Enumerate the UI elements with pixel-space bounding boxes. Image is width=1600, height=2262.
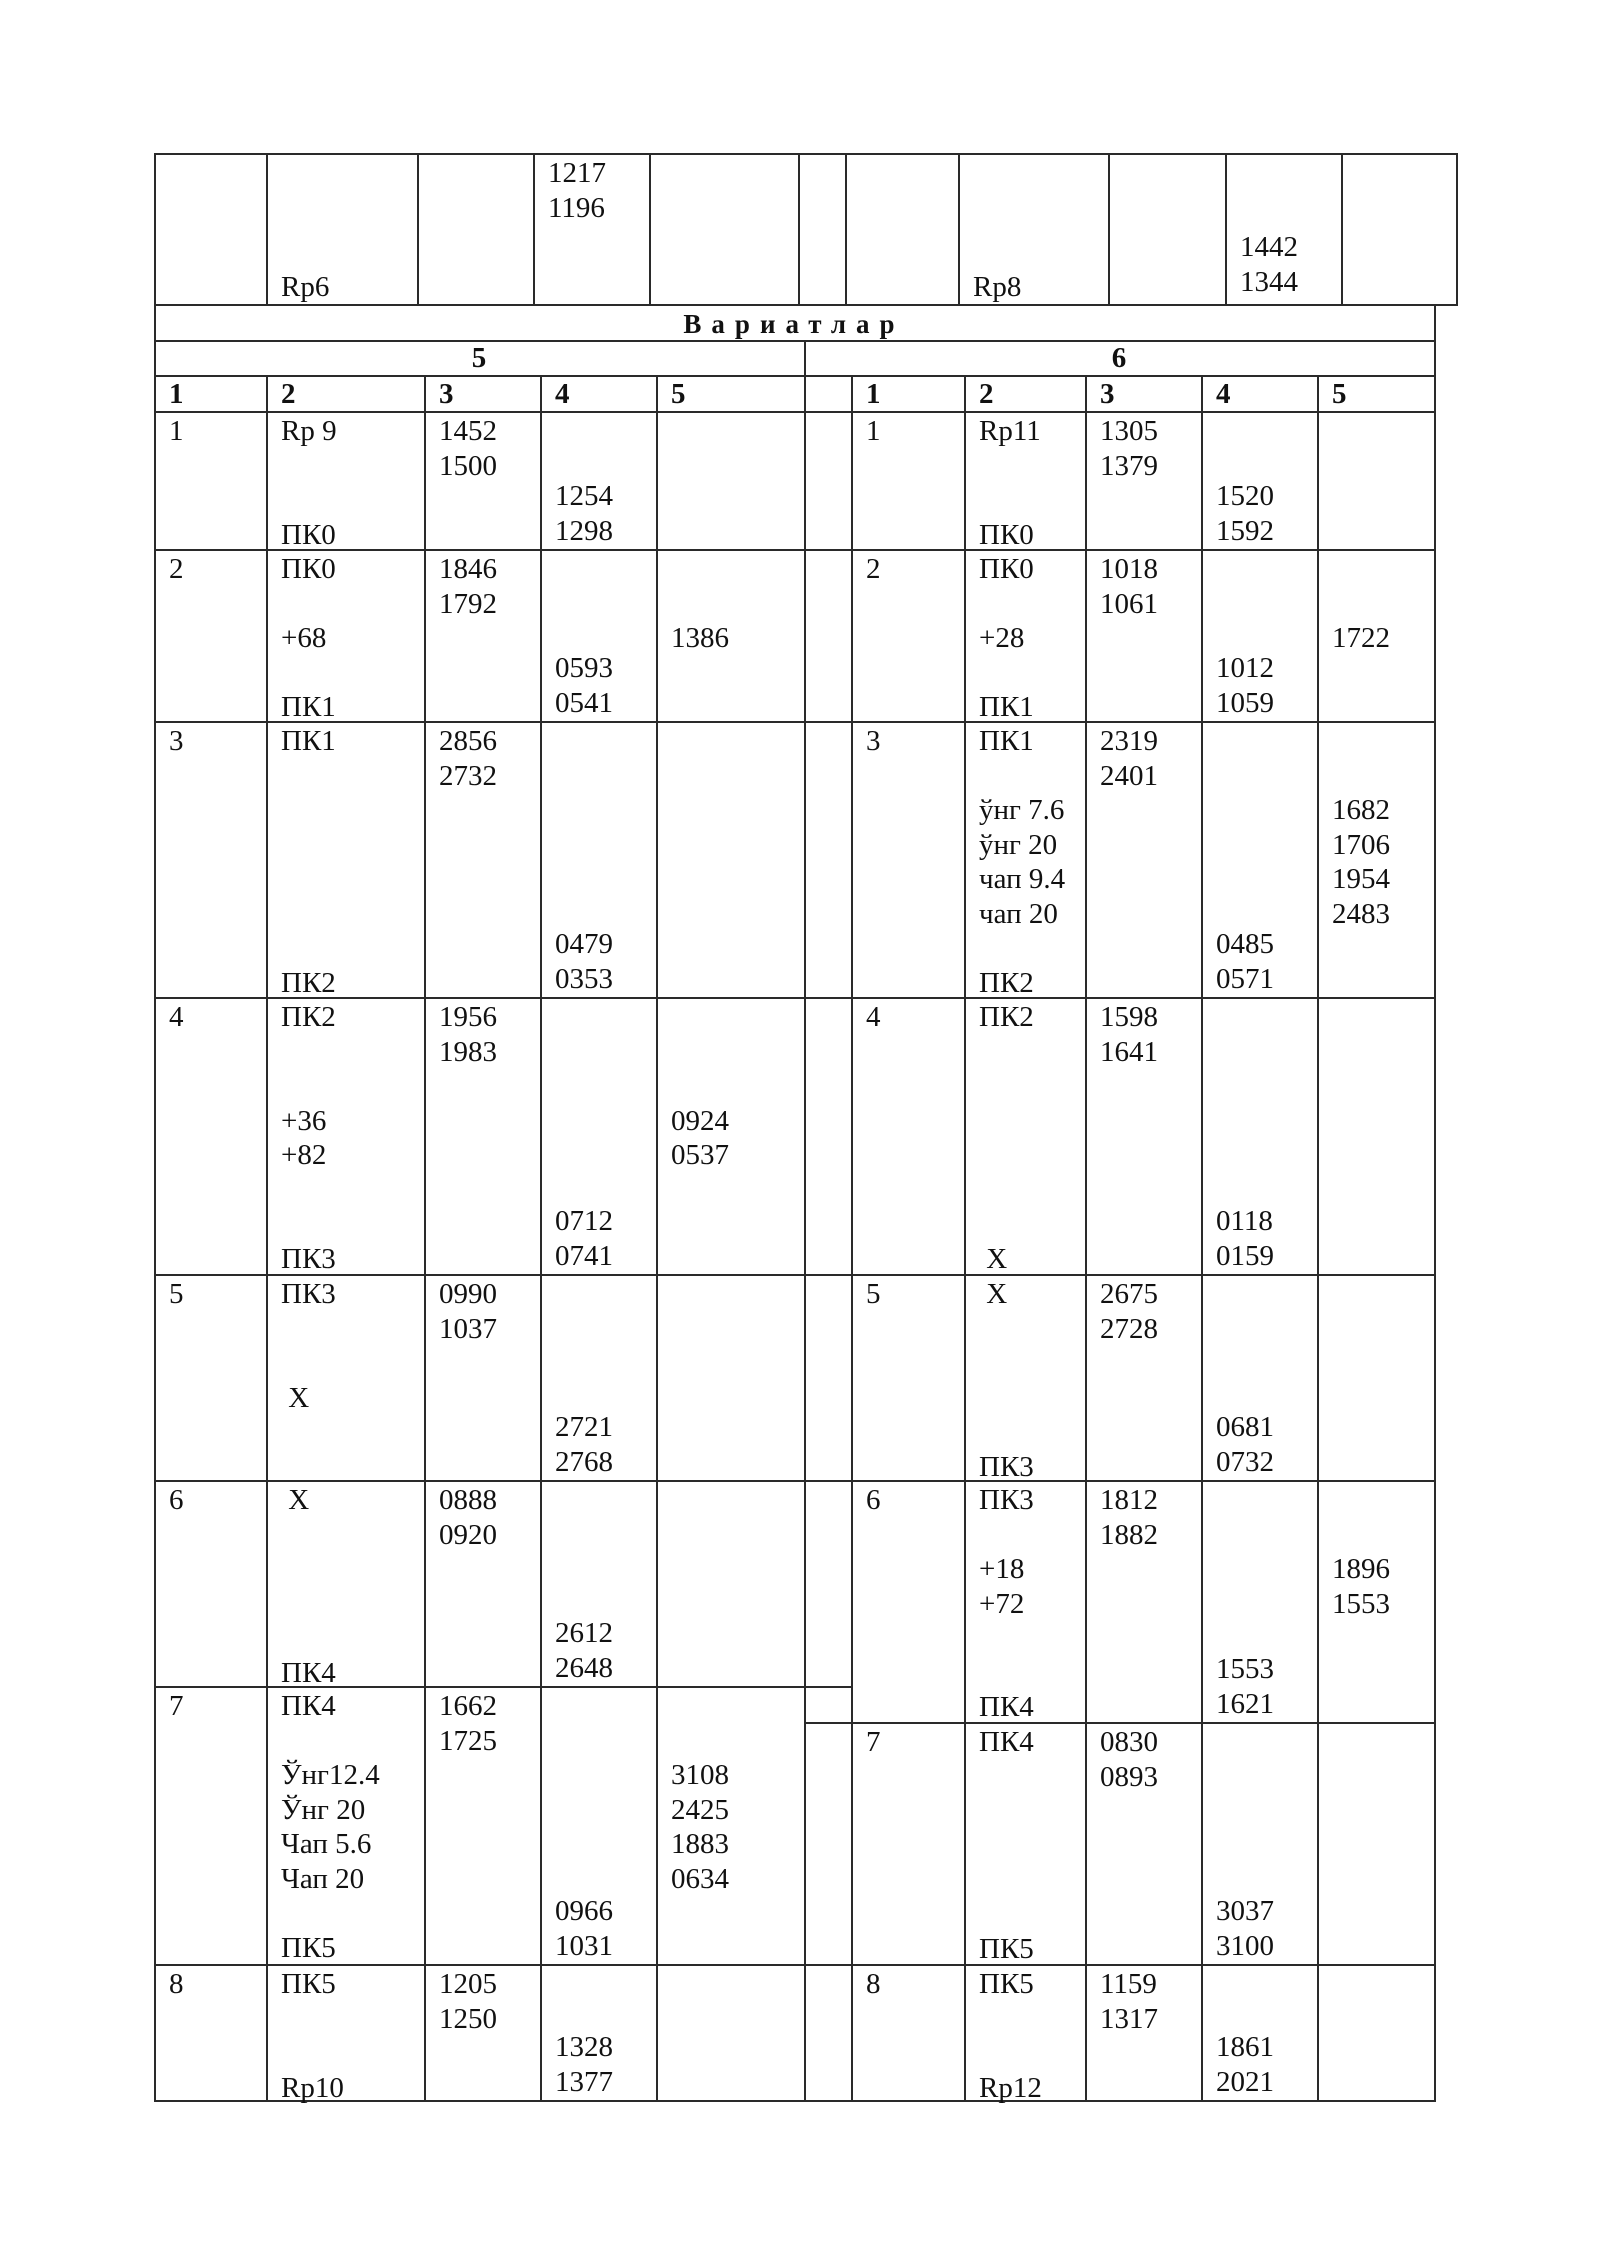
station-label: ПК2 (281, 966, 336, 999)
reading-forward: 1621 (1216, 1687, 1274, 1720)
reading-back: 2728 (1100, 1312, 1158, 1345)
column-divider (540, 375, 542, 2102)
column-divider (656, 375, 658, 2102)
row-number: 7 (866, 1726, 881, 1758)
reading-back: 2675 (1100, 1278, 1158, 1310)
station-label: +36 (281, 1104, 327, 1137)
top-row-divider (1456, 153, 1458, 306)
reading-back: 1956 (439, 1001, 497, 1033)
column-header: 4 (555, 378, 570, 410)
reading-forward: 0712 (555, 1205, 613, 1237)
row-border (804, 549, 1434, 551)
reading-back: 1061 (1100, 587, 1158, 620)
station-label: ПК3 (281, 1242, 336, 1275)
reading-intermediate: 1682 (1332, 794, 1390, 826)
reading-back: 1018 (1100, 553, 1158, 585)
reading-back: 1598 (1100, 1001, 1158, 1033)
station-label: Rp12 (979, 2071, 1042, 2104)
row-number: 4 (169, 1001, 184, 1033)
reading-back: 1452 (439, 415, 497, 447)
reading-intermediate: 1896 (1332, 1553, 1390, 1585)
station-label: ПК4 (281, 1656, 336, 1689)
top-row-divider (1108, 153, 1110, 306)
top-right-value: 1442 (1240, 231, 1298, 263)
header-row-border (154, 411, 1434, 413)
station-label: X (979, 1242, 1008, 1275)
column-divider (1085, 375, 1087, 2102)
station-label: ПК0 (281, 518, 336, 551)
reading-forward: 0485 (1216, 928, 1274, 960)
reading-back: 1725 (439, 1724, 497, 1757)
top-row-divider (798, 153, 800, 306)
row-number: 1 (866, 415, 881, 447)
reading-forward: 0681 (1216, 1411, 1274, 1443)
station-label: +68 (281, 622, 327, 654)
reading-back: 0920 (439, 1518, 497, 1551)
reading-intermediate: 2483 (1332, 897, 1390, 930)
reading-forward: 0479 (555, 928, 613, 960)
station-label: ПК5 (979, 1968, 1034, 2000)
reading-intermediate: 1386 (671, 622, 729, 654)
station-label: ПК0 (979, 518, 1034, 551)
station-label: X (281, 1381, 310, 1414)
top-right-station: Rp8 (973, 271, 1022, 303)
top-right-value: 1344 (1240, 265, 1298, 298)
reading-forward: 1328 (555, 2031, 613, 2063)
reading-back: 2401 (1100, 759, 1158, 792)
station-label: ПК0 (281, 553, 336, 585)
station-label: ПК1 (281, 725, 336, 757)
variant-divider (804, 341, 806, 2102)
reading-intermediate: 0537 (671, 1139, 729, 1171)
reading-intermediate: 2425 (671, 1793, 729, 1826)
row-border (154, 549, 804, 551)
row-border (154, 997, 804, 999)
reading-forward: 0593 (555, 652, 613, 684)
station-label: X (979, 1278, 1008, 1310)
reading-forward: 2612 (555, 1617, 613, 1649)
top-row-divider (266, 153, 268, 306)
reading-forward: 1031 (555, 1929, 613, 1962)
station-label: ПК4 (281, 1690, 336, 1722)
row-number: 6 (169, 1484, 184, 1516)
top-left-value: 1217 (548, 157, 606, 189)
reading-back: 1250 (439, 2002, 497, 2035)
top-row-border (154, 153, 1456, 155)
station-label: ПК2 (979, 966, 1034, 999)
row-border (154, 2100, 804, 2102)
station-label: X (281, 1484, 310, 1516)
reading-forward: 0353 (555, 962, 613, 995)
top-left-station: Rp6 (281, 271, 330, 303)
outer-right-border (1434, 306, 1436, 2102)
reading-forward: 1592 (1216, 514, 1274, 547)
reading-forward: 1861 (1216, 2031, 1274, 2063)
reading-back: 0893 (1100, 1760, 1158, 1793)
station-label: +28 (979, 622, 1025, 654)
top-row-divider (417, 153, 419, 306)
row-border (154, 721, 804, 723)
station-label: ПК1 (979, 691, 1034, 723)
station-label: Ўнг12.4 (281, 1759, 380, 1791)
reading-intermediate: 1553 (1332, 1587, 1390, 1620)
row-border (804, 1964, 1434, 1966)
station-label: ПК2 (979, 1001, 1034, 1033)
row-border (804, 1274, 1434, 1276)
station-label: +82 (281, 1139, 327, 1171)
row-number: 3 (866, 725, 881, 757)
row-number: 7 (169, 1690, 184, 1722)
reading-back: 1500 (439, 449, 497, 482)
reading-forward: 0571 (1216, 962, 1274, 995)
reading-back: 1037 (439, 1312, 497, 1345)
reading-forward: 2021 (1216, 2065, 1274, 2098)
station-label: ўнг 7.6 (979, 794, 1065, 826)
column-header: 3 (1100, 378, 1115, 410)
reading-back: 2856 (439, 725, 497, 757)
row-number: 2 (866, 553, 881, 585)
station-label: ПК4 (979, 1726, 1034, 1758)
station-label: ПК2 (281, 1001, 336, 1033)
station-label: ПК4 (979, 1691, 1034, 1723)
reading-forward: 3037 (1216, 1895, 1274, 1927)
column-header: 5 (1332, 378, 1347, 410)
reading-back: 1983 (439, 1035, 497, 1068)
station-label: Rp10 (281, 2071, 344, 2104)
reading-forward: 0541 (555, 686, 613, 719)
number-row-border (154, 375, 1434, 377)
section-title: Вариатлар (683, 309, 905, 339)
reading-back: 1317 (1100, 2002, 1158, 2035)
row-number: 1 (169, 415, 184, 447)
row-border (154, 1964, 804, 1966)
station-label: +18 (979, 1553, 1025, 1585)
reading-back: 1662 (439, 1690, 497, 1722)
station-label: ПК0 (979, 553, 1034, 585)
column-divider (1201, 375, 1203, 2102)
column-header: 2 (979, 378, 994, 410)
row-border (804, 721, 1434, 723)
reading-forward: 0966 (555, 1895, 613, 1927)
reading-forward: 0159 (1216, 1239, 1274, 1272)
top-row-divider (533, 153, 535, 306)
column-divider (964, 375, 966, 2102)
station-label: ПК3 (979, 1450, 1034, 1483)
reading-back: 1812 (1100, 1484, 1158, 1516)
row-number: 4 (866, 1001, 881, 1033)
reading-intermediate: 1722 (1332, 622, 1390, 654)
top-row-divider (1225, 153, 1227, 306)
row-number: 2 (169, 553, 184, 585)
reading-back: 1379 (1100, 449, 1158, 482)
station-label: ПК5 (979, 1933, 1034, 1965)
reading-back: 2732 (439, 759, 497, 792)
reading-back: 1305 (1100, 415, 1158, 447)
row-border (804, 997, 1434, 999)
reading-back: 0888 (439, 1484, 497, 1516)
column-header: 2 (281, 378, 296, 410)
top-row-divider (154, 153, 156, 306)
row-number: 3 (169, 725, 184, 757)
row-number: 5 (169, 1278, 184, 1310)
station-label: Чап 5.6 (281, 1828, 372, 1860)
top-row-divider (649, 153, 651, 306)
row-border (154, 1480, 804, 1482)
column-divider (424, 375, 426, 2102)
reading-forward: 0741 (555, 1239, 613, 1272)
row-number: 5 (866, 1278, 881, 1310)
station-label: чап 9.4 (979, 863, 1066, 895)
top-row-divider (1341, 153, 1343, 306)
station-label: +72 (979, 1587, 1025, 1620)
top-left-value: 1196 (548, 191, 605, 224)
station-label: ПК1 (281, 691, 336, 723)
reading-intermediate: 1706 (1332, 828, 1390, 861)
reading-intermediate: 1883 (671, 1828, 729, 1860)
variant-6-number: 6 (1111, 342, 1127, 374)
row-number: 6 (866, 1484, 881, 1516)
station-label: чап 20 (979, 897, 1058, 930)
reading-forward: 1553 (1216, 1653, 1274, 1685)
column-header: 5 (671, 378, 686, 410)
station-label: ПК5 (281, 1931, 336, 1964)
gap-row-border (804, 1686, 851, 1688)
reading-forward: 3100 (1216, 1929, 1274, 1962)
column-header: 1 (169, 378, 184, 410)
row-border (804, 1722, 1434, 1724)
row-border (154, 1686, 804, 1688)
reading-forward: 2721 (555, 1411, 613, 1443)
row-border (804, 1480, 1434, 1482)
station-label: ПК5 (281, 1968, 336, 2000)
reading-forward: 0118 (1216, 1205, 1273, 1237)
reading-back: 1846 (439, 553, 497, 585)
reading-back: 1205 (439, 1968, 497, 2000)
reading-back: 1882 (1100, 1518, 1158, 1551)
top-row-divider (845, 153, 847, 306)
row-number: 8 (866, 1968, 881, 2000)
reading-intermediate: 1954 (1332, 863, 1390, 895)
reading-forward: 1254 (555, 480, 613, 512)
reading-forward: 1520 (1216, 480, 1274, 512)
column-header: 4 (1216, 378, 1231, 410)
column-divider (266, 375, 268, 2102)
station-label: Ўнг 20 (281, 1793, 366, 1826)
reading-back: 1159 (1100, 1968, 1157, 2000)
station-label: ПК3 (979, 1484, 1034, 1516)
reading-forward: 1059 (1216, 686, 1274, 719)
reading-forward: 2648 (555, 1651, 613, 1684)
reading-forward: 1012 (1216, 652, 1274, 684)
row-number: 8 (169, 1968, 184, 2000)
station-label: Rp11 (979, 415, 1041, 447)
station-label: ПК1 (979, 725, 1034, 757)
station-label: Чап 20 (281, 1862, 365, 1895)
station-label: ПК3 (281, 1278, 336, 1310)
station-label: ўнг 20 (979, 828, 1058, 861)
row-border (804, 2100, 1434, 2102)
column-divider (851, 375, 853, 2102)
station-label: Rp 9 (281, 415, 337, 447)
reading-intermediate: 0634 (671, 1862, 729, 1895)
reading-back: 1792 (439, 587, 497, 620)
reading-forward: 2768 (555, 1445, 613, 1478)
outer-left-border (154, 306, 156, 2102)
reading-back: 0990 (439, 1278, 497, 1310)
top-row-divider (958, 153, 960, 306)
column-divider (1317, 375, 1319, 2102)
reading-forward: 1377 (555, 2065, 613, 2098)
reading-back: 0830 (1100, 1726, 1158, 1758)
reading-intermediate: 0924 (671, 1104, 729, 1137)
column-header: 3 (439, 378, 454, 410)
reading-back: 1641 (1100, 1035, 1158, 1068)
row-border (154, 1274, 804, 1276)
variant-5-number: 5 (471, 342, 487, 374)
reading-back: 2319 (1100, 725, 1158, 757)
reading-forward: 1298 (555, 514, 613, 547)
reading-forward: 0732 (1216, 1445, 1274, 1478)
reading-intermediate: 3108 (671, 1759, 729, 1791)
column-header: 1 (866, 378, 881, 410)
